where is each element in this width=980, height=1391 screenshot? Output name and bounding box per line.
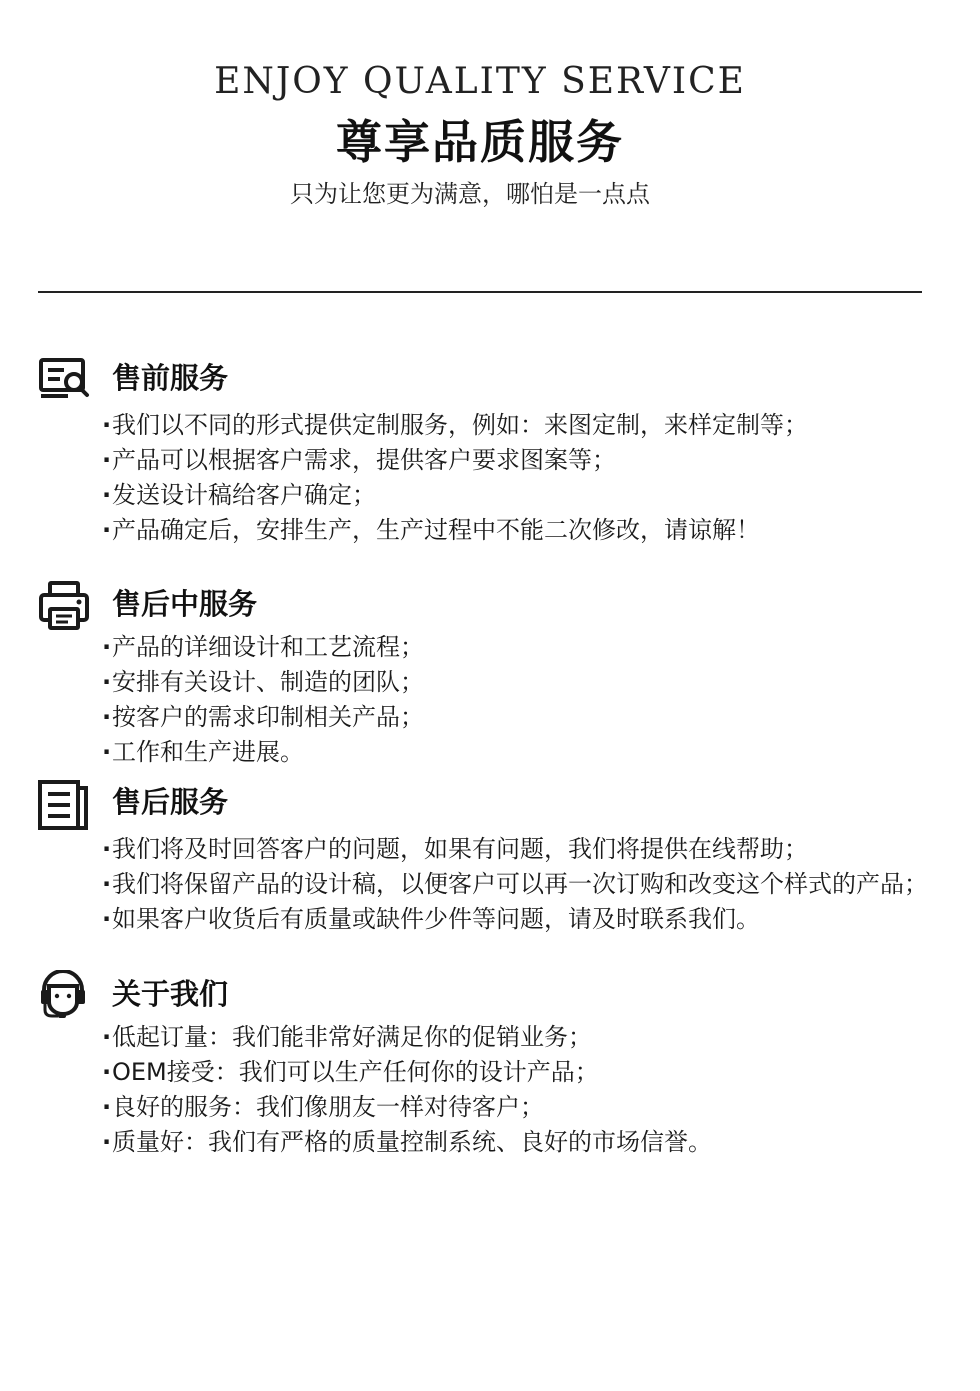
list-item: · 安排有关设计、制造的团队； [102,665,424,700]
list-item: · 我们将及时回答客户的问题，如果有问题，我们将提供在线帮助； [102,832,928,867]
chinese-title: 尊享品质服务 [336,115,624,169]
section-pre-sale [38,354,938,544]
headset-support-icon [38,970,90,1022]
printer-icon [38,580,90,632]
section-title: 售前服务 [112,361,229,395]
list-item: · 按客户的需求印制相关产品； [102,700,424,735]
list-item: · 发送设计稿给客户确定； [102,478,808,513]
section-header [38,778,938,828]
section-items [102,1020,712,1160]
list-item: · 如果客户收货后有质量或缺件少件等问题，请及时联系我们。 [102,902,928,937]
list-item: · 产品可以根据客户需求，提供客户要求图案等； [102,443,808,478]
section-title: 售后中服务 [112,587,258,621]
section-in-sale [38,580,938,766]
subtitle: 只为让您更为满意，哪怕是一点点 [290,180,650,208]
header-divider [38,291,922,293]
english-title: ENJOY QUALITY SERVICE [214,61,746,102]
section-header [38,354,938,404]
search-list-icon [38,354,90,406]
section-title: 售后服务 [112,785,229,819]
section-after-sale [38,778,938,933]
section-about-us [38,970,938,1156]
list-item: · 质量好：我们有严格的质量控制系统、良好的市场信誉。 [102,1125,712,1160]
list-item: · 产品确定后，安排生产，生产过程中不能二次修改，请谅解！ [102,513,808,548]
section-items [102,408,808,548]
list-item: · OEM接受：我们可以生产任何你的设计产品； [102,1055,712,1090]
section-title: 关于我们 [112,977,229,1011]
section-items [102,630,424,770]
list-item: · 我们以不同的形式提供定制服务，例如：来图定制，来样定制等； [102,408,808,443]
section-header [38,970,938,1020]
list-item: · 工作和生产进展。 [102,735,424,770]
section-items [102,832,928,937]
section-header [38,580,938,630]
list-item: · 产品的详细设计和工艺流程； [102,630,424,665]
document-icon [38,778,90,830]
list-item: · 我们将保留产品的设计稿，以便客户可以再一次订购和改变这个样式的产品； [102,867,928,902]
list-item: · 低起订量：我们能非常好满足你的促销业务； [102,1020,712,1055]
list-item: · 良好的服务：我们像朋友一样对待客户； [102,1090,712,1125]
